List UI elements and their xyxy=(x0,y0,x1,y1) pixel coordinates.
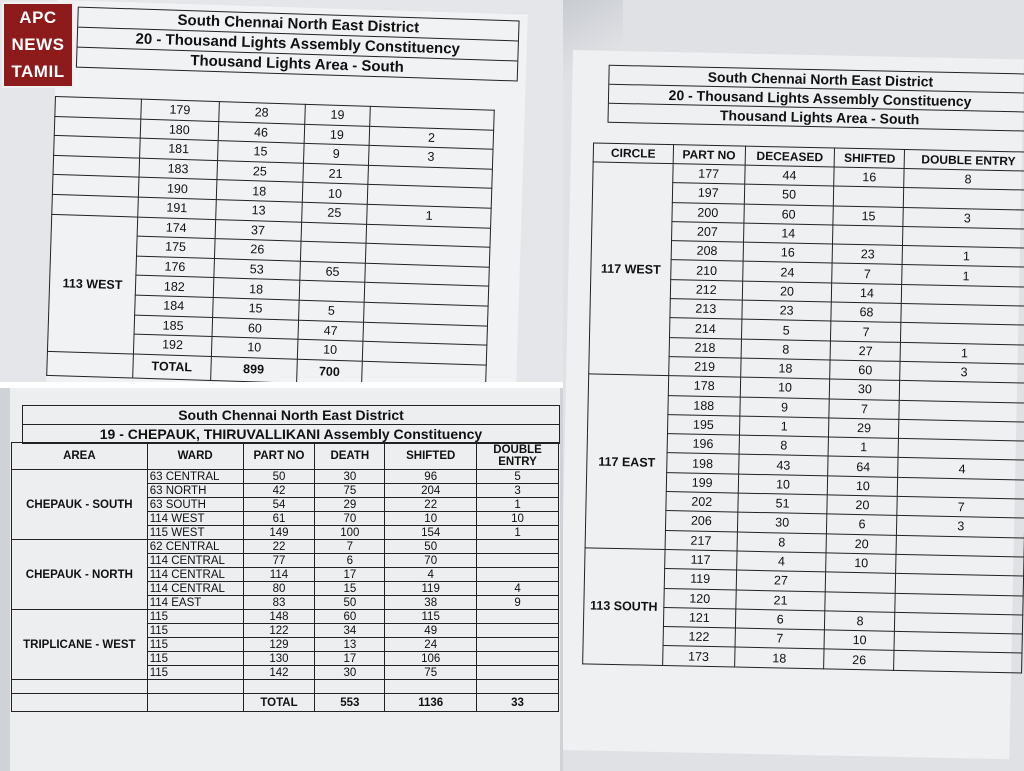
table-cell: 1 xyxy=(477,526,559,540)
table-row xyxy=(12,610,559,624)
table-cell: 199 xyxy=(666,472,738,493)
table-cell: 180 xyxy=(140,119,218,141)
table-cell: 60 xyxy=(744,204,834,225)
circle-label: 117 WEST xyxy=(589,162,673,376)
column-header: CIRCLE xyxy=(593,143,673,164)
table-cell: 6 xyxy=(827,514,897,535)
table-cell: 50 xyxy=(243,470,315,484)
blank-cell xyxy=(147,680,243,694)
blank-cell xyxy=(54,136,140,158)
circle-label: 113 WEST xyxy=(47,214,137,354)
table-cell: 26 xyxy=(214,239,300,261)
table-cell: 214 xyxy=(669,318,741,339)
table-cell xyxy=(901,323,1024,345)
table-cell: 10 xyxy=(385,512,477,526)
photo-bottom-left xyxy=(0,385,563,771)
photo-divider xyxy=(0,382,563,388)
table-cell: 119 xyxy=(385,582,477,596)
circle-label: 117 EAST xyxy=(585,374,668,549)
table-cell: 34 xyxy=(315,624,385,638)
table-cell: 60 xyxy=(830,360,900,381)
table-cell: 19 xyxy=(304,104,370,126)
table-cell xyxy=(896,574,1024,596)
table-cell: 24 xyxy=(385,638,477,652)
table-cell xyxy=(904,188,1024,210)
table-cell: 195 xyxy=(667,414,739,435)
area-label: TRIPLICANE - WEST xyxy=(12,610,148,680)
table-cell: 60 xyxy=(212,317,298,339)
table-cell: 114 CENTRAL xyxy=(147,568,243,582)
table-cell: 16 xyxy=(743,242,833,263)
table-cell: 3 xyxy=(897,516,1024,538)
table-cell xyxy=(299,281,365,303)
table-cell: 28 xyxy=(218,102,304,124)
table-cell: 10 xyxy=(211,337,297,359)
table-cell: 21 xyxy=(735,590,825,611)
blank-cell xyxy=(315,680,385,694)
table-cell: 10 xyxy=(826,553,896,574)
table-cell: 75 xyxy=(385,666,477,680)
table-cell: 77 xyxy=(243,554,315,568)
district-title: South Chennai North East District xyxy=(609,66,1024,94)
table-cell: 175 xyxy=(136,236,214,258)
table-cell: 19 xyxy=(304,124,370,146)
data-table xyxy=(46,96,495,385)
table-cell: 2 xyxy=(369,126,493,149)
table-cell xyxy=(300,241,366,263)
table-cell: 3 xyxy=(903,207,1024,229)
total-shifted: 700 xyxy=(296,359,363,385)
district-title: South Chennai North East District xyxy=(78,8,518,42)
table-cell: 75 xyxy=(315,484,385,498)
table-cell: 27 xyxy=(831,341,901,362)
table-cell: 65 xyxy=(299,261,365,283)
total-label: TOTAL xyxy=(133,354,212,380)
table-cell: 206 xyxy=(665,511,737,532)
blank-cell xyxy=(12,680,148,694)
table-cell xyxy=(898,477,1024,499)
blank-row xyxy=(12,680,559,694)
table-cell: 149 xyxy=(243,526,315,540)
total-shifted: 1136 xyxy=(385,694,477,712)
table-cell: 207 xyxy=(671,221,743,242)
table-cell: 174 xyxy=(137,217,215,239)
table-cell: 42 xyxy=(243,484,315,498)
table-cell: 51 xyxy=(737,493,827,514)
area-title: Thousand Lights Area - South xyxy=(719,107,920,128)
table-cell: 29 xyxy=(829,418,899,439)
table-cell: 1 xyxy=(739,416,829,437)
table-cell: 115 xyxy=(147,638,243,652)
table-cell xyxy=(477,554,559,568)
total-row xyxy=(12,694,559,712)
table-cell: 13 xyxy=(215,200,301,222)
table-cell xyxy=(477,638,559,652)
blank-cell xyxy=(385,680,477,694)
table-cell xyxy=(826,572,896,593)
table-cell: 30 xyxy=(737,512,827,533)
table-cell: 5 xyxy=(477,470,559,484)
table-cell: 10 xyxy=(302,183,368,205)
table-cell: 46 xyxy=(218,121,304,143)
table-cell: 1 xyxy=(829,437,899,458)
circle-label: 113 SOUTH xyxy=(583,548,665,665)
table-cell: 9 xyxy=(303,143,369,165)
table-cell: 70 xyxy=(385,554,477,568)
area-title: Thousand Lights Area - South xyxy=(190,52,405,76)
table-cell: 8 xyxy=(741,339,831,360)
table-cell: 115 xyxy=(385,610,477,624)
table-cell: 192 xyxy=(133,334,211,356)
table-cell: 21 xyxy=(302,163,368,185)
table-cell: 43 xyxy=(738,455,828,476)
table-cell: 218 xyxy=(669,337,741,358)
table-cell: 18 xyxy=(734,647,824,668)
table-cell: 10 xyxy=(297,339,363,361)
table-cell: 115 WEST xyxy=(147,526,243,540)
table-cell: 26 xyxy=(824,649,894,670)
table-cell: 7 xyxy=(831,321,901,342)
table-cell: 122 xyxy=(663,627,735,648)
blank-cell xyxy=(12,694,148,712)
table-cell xyxy=(899,419,1024,441)
table-cell: 44 xyxy=(744,165,834,186)
table-cell: 18 xyxy=(740,358,830,379)
table-row xyxy=(12,540,559,554)
table-cell: 7 xyxy=(315,540,385,554)
table-cell: 8 xyxy=(737,532,827,553)
column-header: WARD xyxy=(147,443,243,470)
table-cell: 3 xyxy=(900,361,1024,383)
table-cell: 9 xyxy=(477,596,559,610)
table-cell: 115 xyxy=(147,666,243,680)
table-cell: 7 xyxy=(735,628,825,649)
blank-cell xyxy=(55,96,141,118)
table-cell: 121 xyxy=(663,607,735,628)
table-cell: 38 xyxy=(385,596,477,610)
table-cell xyxy=(902,284,1024,306)
constituency-title: 20 - Thousand Lights Assembly Constituency xyxy=(609,85,1024,113)
column-header: DECEASED xyxy=(745,146,835,167)
column-header: PART NO xyxy=(673,145,745,165)
table-cell xyxy=(825,591,895,612)
table-cell xyxy=(301,222,367,244)
photo-right xyxy=(563,0,1024,771)
table-cell: 25 xyxy=(217,160,303,182)
table-cell: 198 xyxy=(666,453,738,474)
blank-cell xyxy=(52,194,138,216)
document-sheet xyxy=(46,0,528,385)
table-cell: 191 xyxy=(138,197,216,219)
table-cell xyxy=(896,535,1024,557)
table-cell: 178 xyxy=(668,376,740,397)
table-cell: 63 NORTH xyxy=(147,484,243,498)
sheet-header xyxy=(22,405,560,444)
table-cell: 219 xyxy=(669,357,741,378)
table-cell: 50 xyxy=(385,540,477,554)
table-cell xyxy=(900,381,1024,403)
table-cell: 4 xyxy=(477,582,559,596)
table-cell: 196 xyxy=(667,434,739,455)
table-cell: 8 xyxy=(739,435,829,456)
table-cell: 5 xyxy=(298,300,364,322)
table-cell: 22 xyxy=(385,498,477,512)
blank-cell xyxy=(53,155,139,177)
table-cell: 1 xyxy=(367,204,491,227)
table-cell: 114 WEST xyxy=(147,512,243,526)
table-cell xyxy=(477,540,559,554)
table-cell: 54 xyxy=(243,498,315,512)
table-cell: 14 xyxy=(832,283,902,304)
table-cell: 37 xyxy=(215,219,301,241)
table-cell: 130 xyxy=(243,652,315,666)
table-cell: 5 xyxy=(741,319,831,340)
table-cell: 115 xyxy=(147,610,243,624)
table-cell: 7 xyxy=(897,496,1024,518)
table-cell: 114 xyxy=(243,568,315,582)
table-cell: 212 xyxy=(670,279,742,300)
table-cell: 16 xyxy=(834,167,904,188)
table-cell: 6 xyxy=(315,554,385,568)
table-cell xyxy=(833,225,903,246)
table-cell xyxy=(903,226,1024,248)
table-cell: 23 xyxy=(741,300,831,321)
table-cell: 17 xyxy=(315,652,385,666)
table-cell: 18 xyxy=(213,278,299,300)
table-cell: 114 CENTRAL xyxy=(147,554,243,568)
table-cell xyxy=(477,568,559,582)
table-cell: 177 xyxy=(673,164,745,185)
table-cell: 70 xyxy=(315,512,385,526)
data-table xyxy=(11,442,559,712)
table-cell: 25 xyxy=(301,202,367,224)
table-cell: 181 xyxy=(139,138,217,160)
table-cell: 120 xyxy=(664,588,736,609)
blank-cell xyxy=(54,116,140,138)
column-header: DOUBLE ENTRY xyxy=(477,443,559,470)
table-cell: 30 xyxy=(315,470,385,484)
table-cell xyxy=(899,400,1024,422)
table-cell: 197 xyxy=(672,183,744,204)
table-cell: 154 xyxy=(385,526,477,540)
table-cell xyxy=(477,666,559,680)
table-cell: 63 SOUTH xyxy=(147,498,243,512)
table-cell: 17 xyxy=(315,568,385,582)
table-cell: 15 xyxy=(212,297,298,319)
table-cell: 188 xyxy=(668,395,740,416)
sheet-header xyxy=(607,65,1024,132)
table-cell: 4 xyxy=(385,568,477,582)
table-cell: 14 xyxy=(743,223,833,244)
table-cell: 1 xyxy=(902,246,1024,268)
blank-cell xyxy=(52,175,138,197)
table-cell: 210 xyxy=(671,260,743,281)
table-cell: 1 xyxy=(477,498,559,512)
area-label: CHEPAUK - SOUTH xyxy=(12,470,148,540)
table-cell xyxy=(901,304,1024,326)
table-cell: 148 xyxy=(243,610,315,624)
table-cell: 1 xyxy=(902,265,1024,287)
table-cell: 184 xyxy=(135,295,213,317)
table-cell: 53 xyxy=(214,258,300,280)
table-cell: 80 xyxy=(243,582,315,596)
table-cell: 47 xyxy=(297,320,363,342)
total-label: TOTAL xyxy=(243,694,315,712)
table-cell: 217 xyxy=(665,530,737,551)
table-cell: 7 xyxy=(829,399,899,420)
blank-cell xyxy=(477,680,559,694)
column-header: SHIFTED xyxy=(385,443,477,470)
column-header: PART NO xyxy=(243,443,315,470)
table-cell: 1 xyxy=(900,342,1024,364)
constituency-title: 20 - Thousand Lights Assembly Constituency xyxy=(78,28,518,62)
table-cell: 6 xyxy=(735,609,825,630)
table-cell: 115 xyxy=(147,652,243,666)
table-cell xyxy=(898,439,1024,461)
table-cell xyxy=(477,624,559,638)
table-cell: 83 xyxy=(243,596,315,610)
table-cell: 117 xyxy=(664,549,736,570)
blank-cell xyxy=(47,351,134,378)
table-cell xyxy=(477,610,559,624)
logo-line: TAMIL xyxy=(11,62,65,81)
table-cell: 18 xyxy=(216,180,302,202)
table-cell: 129 xyxy=(243,638,315,652)
table-cell: 204 xyxy=(385,484,477,498)
table-cell: 10 xyxy=(828,476,898,497)
district-title: South Chennai North East District xyxy=(23,406,559,425)
table-cell: 179 xyxy=(141,99,219,121)
table-cell: 23 xyxy=(833,244,903,265)
table-cell: 20 xyxy=(827,495,897,516)
table-cell: 49 xyxy=(385,624,477,638)
table-cell: 29 xyxy=(315,498,385,512)
blank-cell xyxy=(243,680,315,694)
table-cell xyxy=(896,554,1024,576)
table-cell: 119 xyxy=(664,569,736,590)
table-cell: 24 xyxy=(742,262,832,283)
table-cell: 60 xyxy=(315,610,385,624)
logo-line: APC xyxy=(19,8,57,27)
table-cell: 20 xyxy=(827,534,897,555)
photo-top-left xyxy=(0,0,563,385)
table-cell: 190 xyxy=(138,178,216,200)
table-cell xyxy=(894,651,1022,673)
table-cell: 115 xyxy=(147,624,243,638)
area-label: CHEPAUK - NORTH xyxy=(12,540,148,610)
table-cell: 62 CENTRAL xyxy=(147,540,243,554)
table-cell xyxy=(834,186,904,207)
table-cell: 64 xyxy=(828,456,898,477)
table-cell: 213 xyxy=(670,299,742,320)
table-cell: 13 xyxy=(315,638,385,652)
table-cell: 4 xyxy=(736,551,826,572)
table-cell: 183 xyxy=(139,158,217,180)
table-cell: 50 xyxy=(744,184,834,205)
table-cell: 10 xyxy=(477,512,559,526)
column-header: DOUBLE ENTRY xyxy=(904,149,1024,171)
table-cell: 61 xyxy=(243,512,315,526)
table-cell: 30 xyxy=(830,379,900,400)
table-cell: 15 xyxy=(833,206,903,227)
column-header: AREA xyxy=(12,443,148,470)
table-cell: 200 xyxy=(672,202,744,223)
table-cell: 173 xyxy=(662,646,734,667)
table-cell: 7 xyxy=(832,263,902,284)
table-cell: 8 xyxy=(904,168,1024,190)
table-cell: 30 xyxy=(315,666,385,680)
table-cell: 15 xyxy=(315,582,385,596)
data-table xyxy=(582,142,1024,673)
total-death: 553 xyxy=(315,694,385,712)
table-cell: 96 xyxy=(385,470,477,484)
table-cell: 122 xyxy=(243,624,315,638)
table-cell: 185 xyxy=(134,315,212,337)
logo-line: NEWS xyxy=(11,35,65,54)
table-cell: 114 CENTRAL xyxy=(147,582,243,596)
table-cell: 10 xyxy=(824,630,894,651)
table-cell: 8 xyxy=(825,611,895,632)
table-cell: 27 xyxy=(736,570,826,591)
table-cell: 106 xyxy=(385,652,477,666)
table-cell: 208 xyxy=(671,241,743,262)
document-sheet xyxy=(10,385,560,771)
table-row xyxy=(12,470,559,484)
table-cell xyxy=(894,631,1022,653)
table-cell: 22 xyxy=(243,540,315,554)
table-cell: 15 xyxy=(217,141,303,163)
table-cell: 176 xyxy=(136,256,214,278)
column-header: DEATH xyxy=(315,443,385,470)
total-double-entry: 33 xyxy=(477,694,559,712)
table-cell: 142 xyxy=(243,666,315,680)
apc-news-tamil-logo xyxy=(2,2,74,88)
sheet-header xyxy=(76,7,520,82)
table-cell: 4 xyxy=(898,458,1024,480)
table-cell: 63 CENTRAL xyxy=(147,470,243,484)
table-cell: 3 xyxy=(369,146,493,169)
table-cell: 202 xyxy=(666,492,738,513)
table-cell: 10 xyxy=(738,474,828,495)
table-cell: 9 xyxy=(739,397,829,418)
table-cell: 100 xyxy=(315,526,385,540)
table-cell xyxy=(477,652,559,666)
column-header: SHIFTED xyxy=(835,148,905,168)
table-cell xyxy=(895,612,1023,634)
document-sheet xyxy=(563,50,1024,759)
table-cell: 114 EAST xyxy=(147,596,243,610)
table-cell: 50 xyxy=(315,596,385,610)
table-cell: 182 xyxy=(135,275,213,297)
blank-cell xyxy=(147,694,243,712)
table-cell: 10 xyxy=(740,377,830,398)
table-cell: 68 xyxy=(831,302,901,323)
table-cell: 3 xyxy=(477,484,559,498)
total-deceased: 899 xyxy=(210,356,296,383)
constituency-title: 19 - CHEPAUK, THIRUVALLIKANI Assembly Constituency xyxy=(99,426,483,442)
table-cell xyxy=(895,593,1023,615)
table-cell: 20 xyxy=(742,281,832,302)
